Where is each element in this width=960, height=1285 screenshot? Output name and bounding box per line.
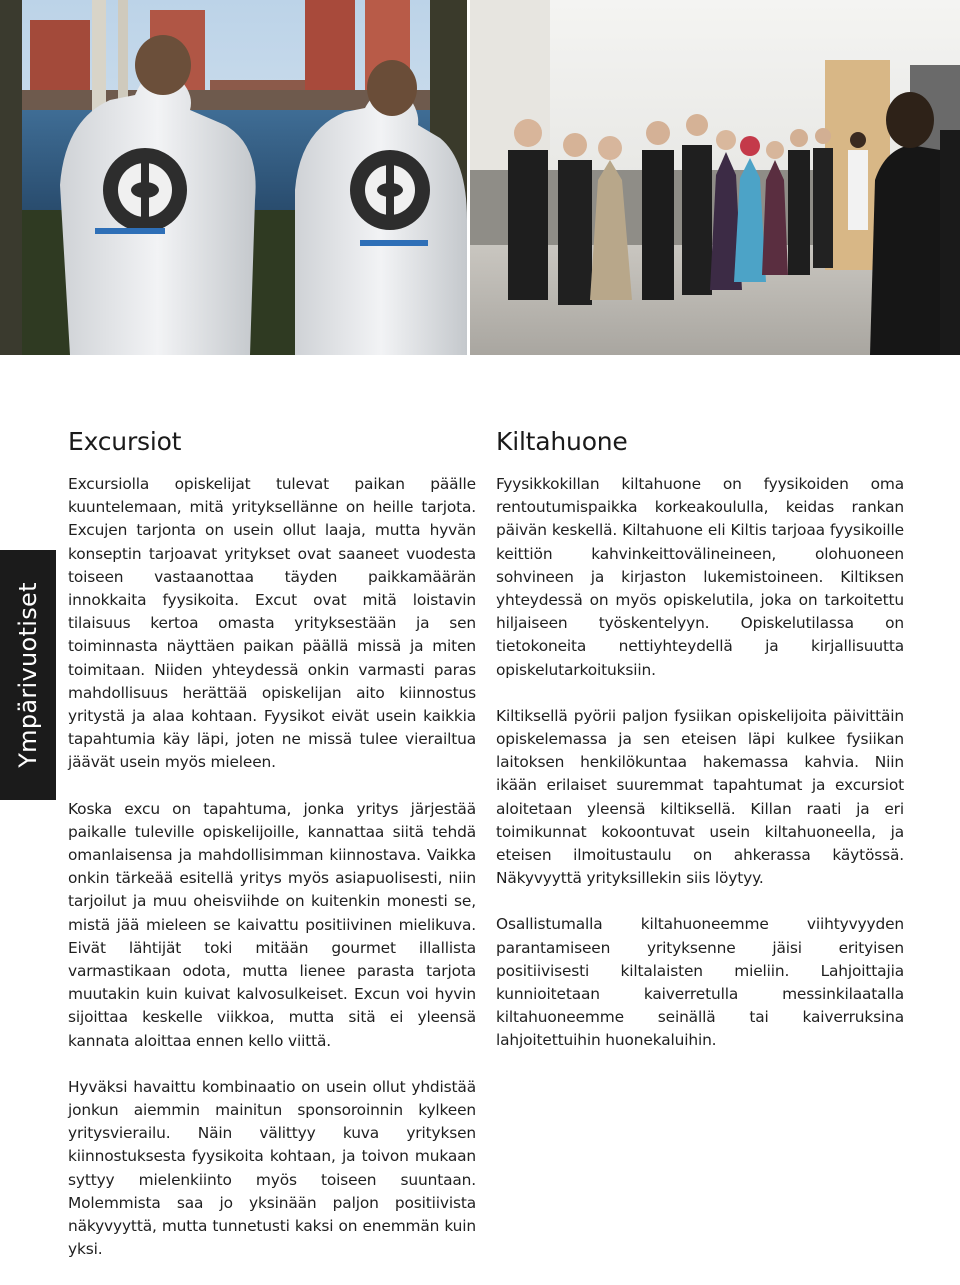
guild-room-section xyxy=(496,425,904,1076)
guild-room-paragraph-3: Osallistumalla kiltahuoneemme viihtyvyyden parantamiseen yrityksenne jäisi erityisen positiivisesti kiltalaisten mieliin. Lahjoittajia kunnioitetaan kaiverretulla messinkilaatalla kiltahuoneemme seinällä tai kaiverruksina lahjoitettuihin huonekaluihin. xyxy=(496,915,904,1050)
formal-ceremony-illustration xyxy=(470,0,960,355)
guild-room-paragraph-1: Fyysikkokillan kiltahuone on fyysikoiden oma rentoutumispaikka korkeakoululla, keidas rankan päivän keskellä. Kiltahuone eli Kiltis tarjoaa fyysikoille keittiön kahvinkeittovälineineen, olohuoneen sohvineen ja kirjaston lukemistoineen. Kiltiksen yhteydessä on myös opiskelutila, joka on tarkoitettu hiljaiseen työskentelyyn. Opiskelutilassa on tietokoneita nettiyhteydellä ja kirjallisuutta opiskelutarkoituksiin. xyxy=(496,475,904,679)
formal-ceremony-photo xyxy=(470,0,960,355)
guild-room-heading: Kiltahuone xyxy=(496,427,628,456)
excursions-heading: Excursiot xyxy=(68,427,182,456)
side-tab-label: Ympärivuotiset xyxy=(14,582,43,768)
students-in-coveralls-photo xyxy=(0,0,467,355)
excursions-paragraph-2: Koska excu on tapahtuma, jonka yritys järjestää paikalle tuleville opiskelijoille, kannattaa siitä tehdä omanlaisensa ja mahdollisimman kiinnostava. Vaikka onkin tärkeää esitellä yritys myös asiapuolisesti, niin tarjoilut ja muu oheisviihde on kuitenkin monesti se, mistä jää mieleen se kaivattu positiivinen mielikuva. Eivät lähtijät toki mitään gourmet illallista varmastikaan odota, mutta lienee parasta tarjota muutakin kuin kuivat kalvosulkeiset. Excun voi hyvin sijoittaa keskelle viikkoa, mutta sitä ei yleensä kannata aloittaa ennen kello viittä. xyxy=(68,799,476,1050)
students-in-coveralls-illustration xyxy=(0,0,467,355)
guild-room-paragraph-2: Kiltiksellä pyörii paljon fysiikan opiskelijoita päivittäin opiskelemassa ja sen eteisen läpi kulkee fysiikan laitoksen henkilökuntaa hakemassa kahvia. Niin ikään erilaiset suuremmat tapahtumat ja excursiot aloitetaan yleensä kiltiksellä. Killan raati ja eri toimikunnat kokoontuvat usein kiltahuoneella, ja eteisen ilmoitustaulu on ahkerassa käytössä. Näkyvyyttä yrityksillekin siis löytyy. xyxy=(496,706,904,888)
excursions-paragraph-1: Excursiolla opiskelijat tulevat paikan päälle kuuntelemaan, mitä yrityksellänne on heille tarjota. Excujen tarjonta on usein ollut laaja, mutta hyvän konseptin tarjoavat yritykset ovat saaneet vuodesta toiseen vastaanottaa täyden paikkamäärän innokkaita fyysikoita. Excut ovat mitä loistavin tilaisuus kertoa omasta yrityksestään ja sen toiminnasta näyttäen paikan päällä missä ja miten toimitaan. Niiden yhteydessä onkin varmasti paras mahdollisuus herättää opiskelijan aito kiinnostus yritystä ja alaa kohtaan. Fyysikot eivät usein kaikkia tapahtumia käy läpi, joten ne missä tulee vierailtua jäävät usein myös mieleen. xyxy=(68,475,476,772)
excursions-paragraph-3: Hyväksi havaittu kombinaatio on usein ollut yhdistää jonkun aiemmin mainitun sponsoroinnin kylkeen yritysvierailu. Näin välittyy kuva yrityksen kiinnostuksesta fyysikoita kohtaan, ja toivon mukaan syttyy mielenkiinto myös toiseen suuntaan. Molemmista saa jo yksinään paljon positiivista näkyvyyttä, mutta tunnetusti kaksi on enemmän kuin yksi. xyxy=(68,1077,476,1259)
section-side-tab xyxy=(0,550,56,800)
excursions-section xyxy=(68,425,476,1285)
